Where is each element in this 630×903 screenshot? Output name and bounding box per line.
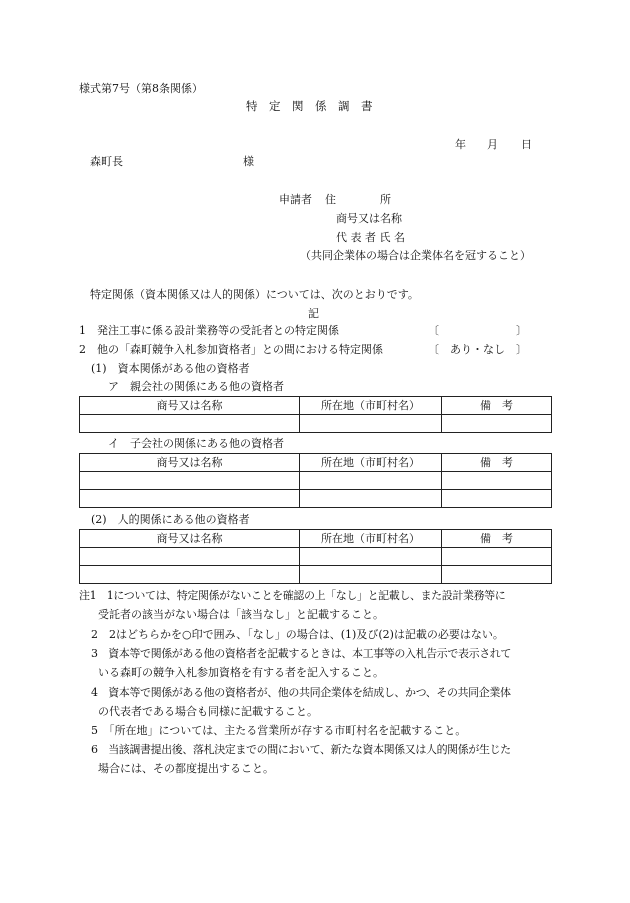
item-1-label: 1 発注工事に係る設計業務等の受託者との特定関係 <box>79 324 339 337</box>
entry-cell[interactable] <box>442 548 552 566</box>
header-remarks: 備 考 <box>442 454 552 472</box>
subsidiary-heading: イ 子会社の関係にある他の資格者 <box>108 437 284 450</box>
entry-cell[interactable] <box>442 490 552 508</box>
note-3-line-2: いる森町の競争入札参加資格を有する者を記入すること。 <box>98 666 384 679</box>
entry-cell[interactable] <box>300 472 442 490</box>
capital-relation-heading: (1) 資本関係がある他の資格者 <box>91 362 250 375</box>
note-2-line-1: 2 2はどちらかを○印で囲み、「なし」の場合は、(1)及び(2)は記載の必要はない。 <box>91 628 504 641</box>
subsidiary-table <box>79 453 552 508</box>
entry-cell[interactable] <box>300 415 442 433</box>
note-4-line-2: の代表者である場合も同様に記載すること。 <box>98 705 318 718</box>
table-row <box>80 472 552 490</box>
header-location: 所在地（市町村名） <box>300 397 442 415</box>
date-year-label: 年 <box>455 138 466 151</box>
table-row <box>80 548 552 566</box>
entry-cell[interactable] <box>442 415 552 433</box>
entry-cell[interactable] <box>300 566 442 584</box>
form-number: 様式第7号（第8条関係） <box>79 82 203 95</box>
addressee-honorific: 様 <box>243 155 254 168</box>
applicant-address-label: 住 所 <box>325 193 391 206</box>
applicant-jv-note: （共同企業体の場合は企業体名を冠すること） <box>300 249 531 262</box>
entry-cell[interactable] <box>300 548 442 566</box>
entry-cell[interactable] <box>80 490 300 508</box>
item-2-label: 2 他の「森町競争入札参加資格者」との間における特定関係 <box>79 343 383 356</box>
page-title: 特 定 関 係 調 書 <box>246 99 373 113</box>
table-header-row <box>80 530 552 548</box>
header-company-name: 商号又は名称 <box>80 454 300 472</box>
entry-cell[interactable] <box>80 472 300 490</box>
header-remarks: 備 考 <box>442 530 552 548</box>
ki-heading: 記 <box>308 307 319 320</box>
date-month-label: 月 <box>487 138 498 151</box>
parent-company-table <box>79 396 552 433</box>
applicant-label: 申請者 <box>279 193 312 206</box>
entry-cell[interactable] <box>80 566 300 584</box>
header-company-name: 商号又は名称 <box>80 530 300 548</box>
note-3-line-1: 3 資本等で関係がある他の資格者を記載するときは、本工事等の入札告示で表示されて <box>91 647 511 660</box>
table-row <box>80 566 552 584</box>
parent-company-heading: ア 親会社の関係にある他の資格者 <box>108 380 284 393</box>
table-row <box>80 415 552 433</box>
personal-relation-heading: (2) 人的関係にある他の資格者 <box>91 513 250 526</box>
personal-relation-table <box>79 529 552 584</box>
entry-cell[interactable] <box>442 472 552 490</box>
note-4-line-1: 4 資本等で関係がある他の資格者が、他の共同企業体を結成し、かつ、その共同企業体 <box>91 686 511 699</box>
addressee-name: 森町長 <box>90 155 123 168</box>
header-location: 所在地（市町村名） <box>300 454 442 472</box>
item-1-bracket: 〔 〕 <box>428 324 527 337</box>
date-day-label: 日 <box>521 138 532 151</box>
header-company-name: 商号又は名称 <box>80 397 300 415</box>
entry-cell[interactable] <box>442 566 552 584</box>
table-header-row <box>80 454 552 472</box>
header-remarks: 備 考 <box>442 397 552 415</box>
table-row <box>80 490 552 508</box>
intro-text: 特定関係（資本関係又は人的関係）については、次のとおりです。 <box>90 288 419 301</box>
entry-cell[interactable] <box>80 548 300 566</box>
note-6-line-2: 場合には、その都度提出すること。 <box>98 762 274 775</box>
note-1-line-2: 受託者の該当がない場合は「該当なし」と記載すること。 <box>98 608 384 621</box>
entry-cell[interactable] <box>80 415 300 433</box>
note-5-line-1: 5 「所在地」については、主たる営業所が存する市町村名を記載すること。 <box>91 724 467 737</box>
applicant-representative-label: 代 表 者 氏 名 <box>336 231 405 244</box>
note-6-line-1: 6 当該調書提出後、落札決定までの間において、新たな資本関係又は人的関係が生じた <box>91 743 511 756</box>
entry-cell[interactable] <box>300 490 442 508</box>
table-header-row <box>80 397 552 415</box>
item-2-bracket: 〔 あり・なし 〕 <box>428 343 527 356</box>
header-location: 所在地（市町村名） <box>300 530 442 548</box>
applicant-company-label: 商号又は名称 <box>336 212 402 225</box>
note-1-line-1: 注1 1については、特定関係がないことを確認の上「なし」と記載し、また設計業務等に <box>79 589 506 602</box>
